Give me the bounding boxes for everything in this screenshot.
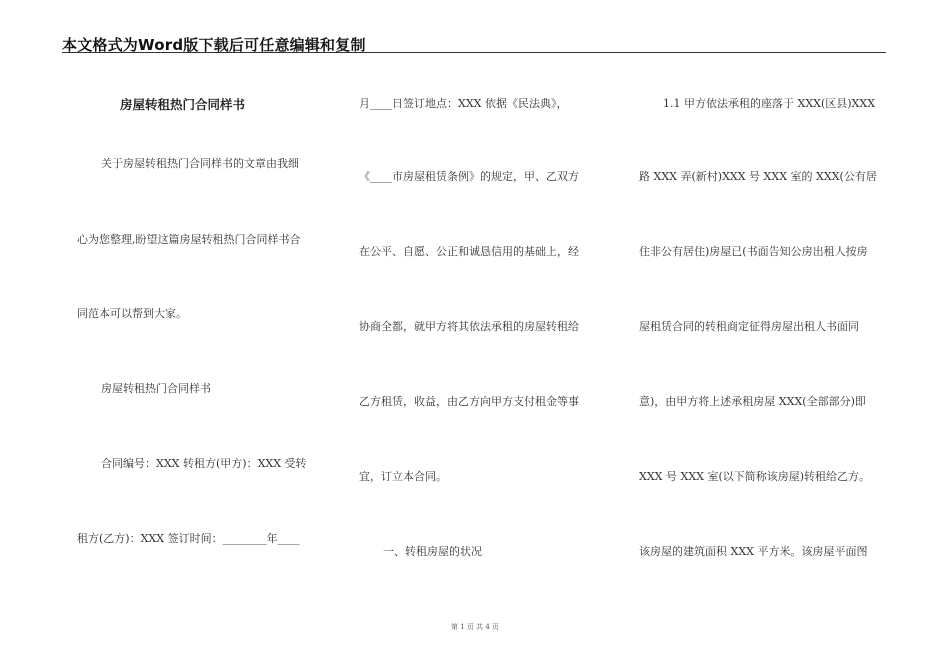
paragraph-line: 宜，订立本合同。 — [359, 470, 447, 483]
paragraph-line: 合同编号：XXX 转租方(甲方)：XXX 受转 — [101, 457, 307, 470]
paragraph-line: 心为您整理,盼望这篇房屋转租热门合同样书合 — [77, 233, 301, 246]
section-heading: 房屋转租热门合同样书 — [101, 382, 211, 395]
page-number: 第 1 页 共 4 页 — [450, 623, 500, 631]
paragraph-line: 乙方租赁，收益，由乙方向甲方支付租金等事 — [359, 395, 579, 408]
paragraph-line: 屋租赁合同的转租商定征得房屋出租人书面同 — [639, 320, 859, 333]
paragraph-line: 该房屋的建筑面积 XXX 平方米。该房屋平面图 — [639, 545, 868, 558]
paragraph-line: 《____市房屋租赁条例》的规定，甲、乙双方 — [359, 170, 579, 183]
banner-divider — [62, 52, 886, 53]
paragraph-line: 同范本可以帮到大家。 — [77, 307, 187, 320]
paragraph-line: XXX 号 XXX 室(以下简称该房屋)转租给乙方。 — [639, 470, 871, 483]
paragraph-line: 关于房屋转租热门合同样书的文章由我细 — [101, 157, 299, 170]
paragraph-line: 协商全都，就甲方将其依法承租的房屋转租给 — [359, 320, 579, 333]
paragraph-line: 1.1 甲方依法承租的座落于 XXX(区县)XXX — [663, 97, 876, 110]
paragraph-line: 意)，由甲方将上述承租房屋 XXX(全部部分)即 — [639, 395, 866, 408]
document-banner: 本文格式为Word版下载后可任意编辑和复制 — [62, 36, 366, 54]
paragraph-line: 住非公有居住)房屋已(书面告知公房出租人按房 — [639, 245, 868, 258]
paragraph-line: 租方(乙方)：XXX 签订时间：________年____ — [77, 532, 300, 545]
document-title: 房屋转租热门合同样书 — [120, 97, 246, 112]
paragraph-line: 月____日签订地点：XXX 依据《民法典》， — [359, 97, 568, 110]
paragraph-line: 在公平、自愿、公正和诚恳信用的基础上，经 — [359, 245, 579, 258]
paragraph-line: 路 XXX 弄(新村)XXX 号 XXX 室的 XXX(公有居 — [639, 170, 877, 183]
section-heading: 一、转租房屋的状况 — [383, 545, 482, 558]
